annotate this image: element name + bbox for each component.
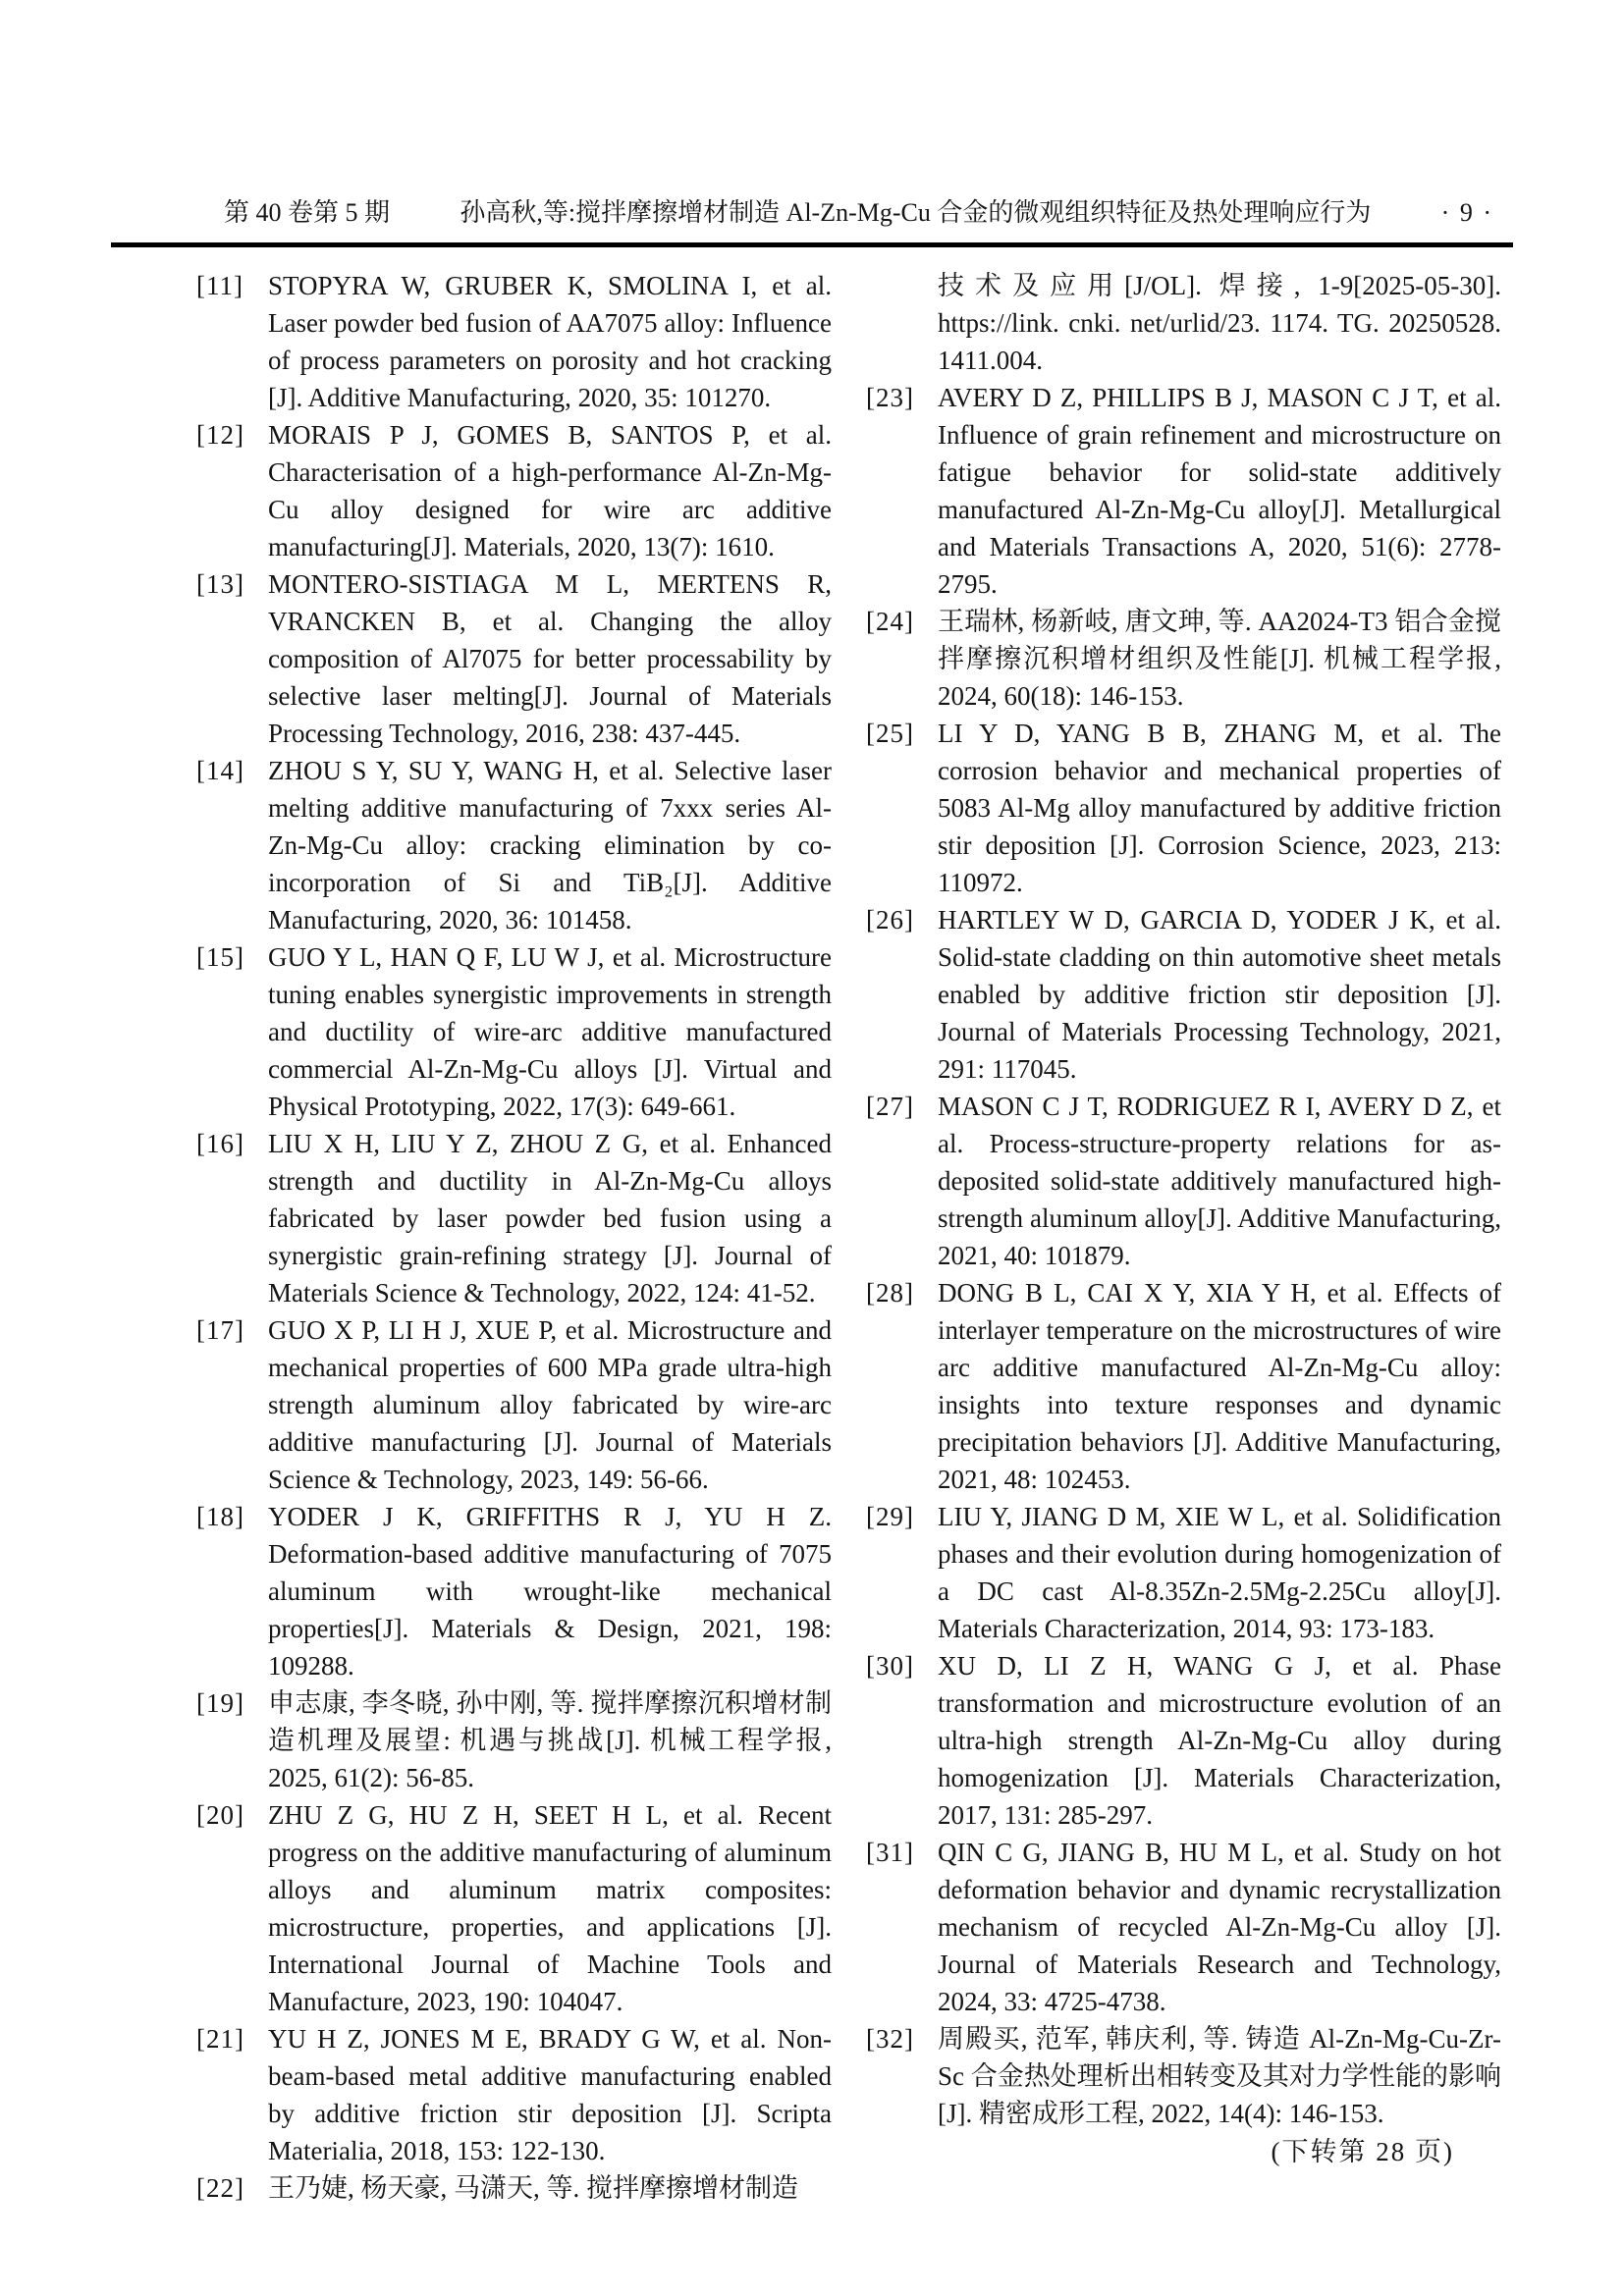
reference-item [866,1498,1501,1647]
reference-text: 申志康, 李冬晓, 孙中刚, 等. 搅拌摩擦沉积增材制造机理及展望: 机遇与挑战[J]. 机械工程学报, 2025, 61(2): 56-85. [268,1688,832,1792]
reference-item [196,416,832,565]
header-running-title: 孙高秋,等:搅拌摩擦增材制造 Al-Zn-Mg-Cu 合金的微观组织特征及热处理响应行为 [460,198,1372,227]
reference-number: [12] [196,420,244,450]
reference-item [196,1311,832,1498]
reference-text: YODER J K, GRIFFITHS R J, YU H Z. Deformation-based additive manufacturing of 7075 aluminum with wrought-like mechanical properties[J]. Materials & Design, 2021, 198: 109288. [268,1502,832,1681]
reference-number: [13] [196,569,244,599]
reference-text: DONG B L, CAI X Y, XIA Y H, et al. Effects of interlayer temperature on the microstructures of wire arc additive manufactured Al-Zn-Mg-Cu alloy: insights into texture responses and dynamic precipitation behaviors [J]. Additive Manufacturing, 2021, 48: 102453. [938,1278,1501,1494]
reference-text: LIU X H, LIU Y Z, ZHOU Z G, et al. Enhanced strength and ductility in Al-Zn-Mg-Cu alloys fabricated by laser powder bed fusion using a synergistic grain-refining strategy [J]. Journal of Materials Science & Technology, 2022, 124: 41-52. [268,1129,832,1308]
reference-item [196,1796,832,2020]
reference-text: MASON C J T, RODRIGUEZ R I, AVERY D Z, et al. Process-structure-property relations for as-deposited solid-state additively manufactured high-strength aluminum alloy[J]. Additive Manufacturing, 2021, 40: 101879. [938,1092,1501,1270]
reference-number: [16] [196,1129,244,1158]
reference-number: [30] [866,1651,914,1681]
reference-item [866,267,1501,379]
header-page-number: · 9 · [1440,198,1493,227]
reference-number: [19] [196,1688,244,1718]
reference-item [196,1498,832,1684]
references-section [196,267,1501,2207]
reference-number: [32] [866,2024,914,2054]
reference-text: ZHOU S Y, SU Y, WANG H, et al. Selective laser melting additive manufacturing of 7xxx series Al-Zn-Mg-Cu alloy: cracking elimination by co-incorporation of Si and TiB₂[J]. Additive Manufacturing, 2020, 36: 101458. [268,756,832,934]
reference-item [196,2169,832,2207]
reference-item [866,1088,1501,1274]
reference-number: [31] [866,1838,914,1867]
reference-item [866,715,1501,901]
reference-number: [11] [196,271,244,300]
reference-item [866,1834,1501,2020]
reference-text: LIU Y, JIANG D M, XIE W L, et al. Solidification phases and their evolution during homogenization of a DC cast Al-8.35Zn-2.5Mg-2.25Cu alloy[J]. Materials Characterization, 2014, 93: 173-183. [938,1502,1501,1643]
reference-text: YU H Z, JONES M E, BRADY G W, et al. Non-beam-based metal additive manufacturing enabled by additive friction stir deposition [J]. Scripta Materialia, 2018, 153: 122-130. [268,2024,832,2165]
reference-number: [17] [196,1315,244,1345]
reference-item [196,752,832,938]
reference-number: [29] [866,1502,914,1531]
reference-text: HARTLEY W D, GARCIA D, YODER J K, et al. Solid-state cladding on thin automotive sheet metals enabled by additive friction stir deposition [J]. Journal of Materials Processing Technology, 2021, 291: 117045. [938,905,1501,1084]
reference-number: [24] [866,607,914,636]
header-issue: 第 40 卷第 5 期 [224,198,391,227]
reference-number: [14] [196,756,244,785]
continuation-note: (下转第 28 页) [1271,2137,1454,2166]
references-right-column [866,267,1501,2207]
reference-item [196,938,832,1125]
reference-number: [22] [196,2173,244,2203]
reference-item [196,1684,832,1796]
reference-item [196,2020,832,2169]
reference-number: [21] [196,2024,244,2054]
header-divider-rule [111,242,1513,247]
reference-item [196,1125,832,1311]
reference-number: [15] [196,942,244,972]
reference-text: AVERY D Z, PHILLIPS B J, MASON C J T, et al. Influence of grain refinement and microstructure on fatigue behavior for solid-state additively manufactured Al-Zn-Mg-Cu alloy[J]. Metallurgical and Materials Transactions A, 2020, 51(6): 2778-2795. [938,383,1501,599]
reference-item [866,901,1501,1088]
reference-text: 王瑞林, 杨新岐, 唐文珅, 等. AA2024-T3 铝合金搅拌摩擦沉积增材组织及性能[J]. 机械工程学报, 2024, 60(18): 146-153. [938,607,1501,711]
reference-number: [25] [866,719,914,748]
reference-text: 周殿买, 范军, 韩庆利, 等. 铸造 Al-Zn-Mg-Cu-Zr-Sc 合金热处理析出相转变及其对力学性能的影响[J]. 精密成形工程, 2022, 14(4): 146-153. [938,2024,1501,2128]
reference-item [866,1647,1501,1834]
reference-text: MONTERO-SISTIAGA M L, MERTENS R, VRANCKEN B, et al. Changing the alloy composition of Al7075 for better processability by selective laser melting[J]. Journal of Materials Processing Technology, 2016, 238: 437-445. [268,569,832,748]
reference-number: [28] [866,1278,914,1308]
reference-text: ZHU Z G, HU Z H, SEET H L, et al. Recent progress on the additive manufacturing of aluminum alloys and aluminum matrix composites: microstructure, properties, and applications [J]. International Journal of Machine Tools and Manufacture, 2023, 190: 104047. [268,1800,832,2016]
reference-item [866,2020,1501,2132]
reference-item [866,603,1501,715]
reference-number: [26] [866,905,914,934]
reference-text: XU D, LI Z H, WANG G J, et al. Phase transformation and microstructure evolution of an ultra-high strength Al-Zn-Mg-Cu alloy during homogenization [J]. Materials Characterization, 2017, 131: 285-297. [938,1651,1501,1830]
reference-text: 王乃婕, 杨天豪, 马潇天, 等. 搅拌摩擦增材制造 [268,2173,798,2203]
reference-text: GUO X P, LI H J, XUE P, et al. Microstructure and mechanical properties of 600 MPa grade ultra-high strength aluminum alloy fabricated by wire-arc additive manufacturing [J]. Journal of Materials Science & Technology, 2023, 149: 56-66. [268,1315,832,1494]
reference-text: QIN C G, JIANG B, HU M L, et al. Study on hot deformation behavior and dynamic recrystallization mechanism of recycled Al-Zn-Mg-Cu alloy [J]. Journal of Materials Research and Technology, 2024, 33: 4725-4738. [938,1838,1501,2016]
reference-item [196,565,832,752]
references-left-column [196,267,832,2207]
reference-item [866,379,1501,603]
reference-number [866,267,938,379]
reference-item [196,267,832,416]
reference-text: MORAIS P J, GOMES B, SANTOS P, et al. Characterisation of a high-performance Al-Zn-Mg-Cu alloy designed for wire arc additive manufacturing[J]. Materials, 2020, 13(7): 1610. [268,420,832,561]
page-header [111,196,1513,230]
reference-number: [20] [196,1800,244,1830]
reference-item [866,1274,1501,1498]
reference-text: LI Y D, YANG B B, ZHANG M, et al. The corrosion behavior and mechanical properties of 5083 Al-Mg alloy manufactured by additive friction stir deposition [J]. Corrosion Science, 2023, 213: 110972. [938,719,1501,897]
reference-text: STOPYRA W, GRUBER K, SMOLINA I, et al. Laser powder bed fusion of AA7075 alloy: Influence of process parameters on porosity and hot cracking [J]. Additive Manufacturing, 2020, 35: 101270. [268,271,832,412]
reference-text: GUO Y L, HAN Q F, LU W J, et al. Microstructure tuning enables synergistic improvements in strength and ductility of wire-arc additive manufactured commercial Al-Zn-Mg-Cu alloys [J]. Virtual and Physical Prototyping, 2022, 17(3): 649-661. [268,942,832,1121]
reference-text: 技术及应用[J/OL]. 焊接, 1-9[2025-05-30]. https://link. cnki. net/urlid/23. 1174. TG. 20250528. 1411.004. [938,271,1501,375]
reference-number: [27] [866,1092,914,1121]
reference-number: [23] [866,383,914,412]
reference-number: [18] [196,1502,244,1531]
